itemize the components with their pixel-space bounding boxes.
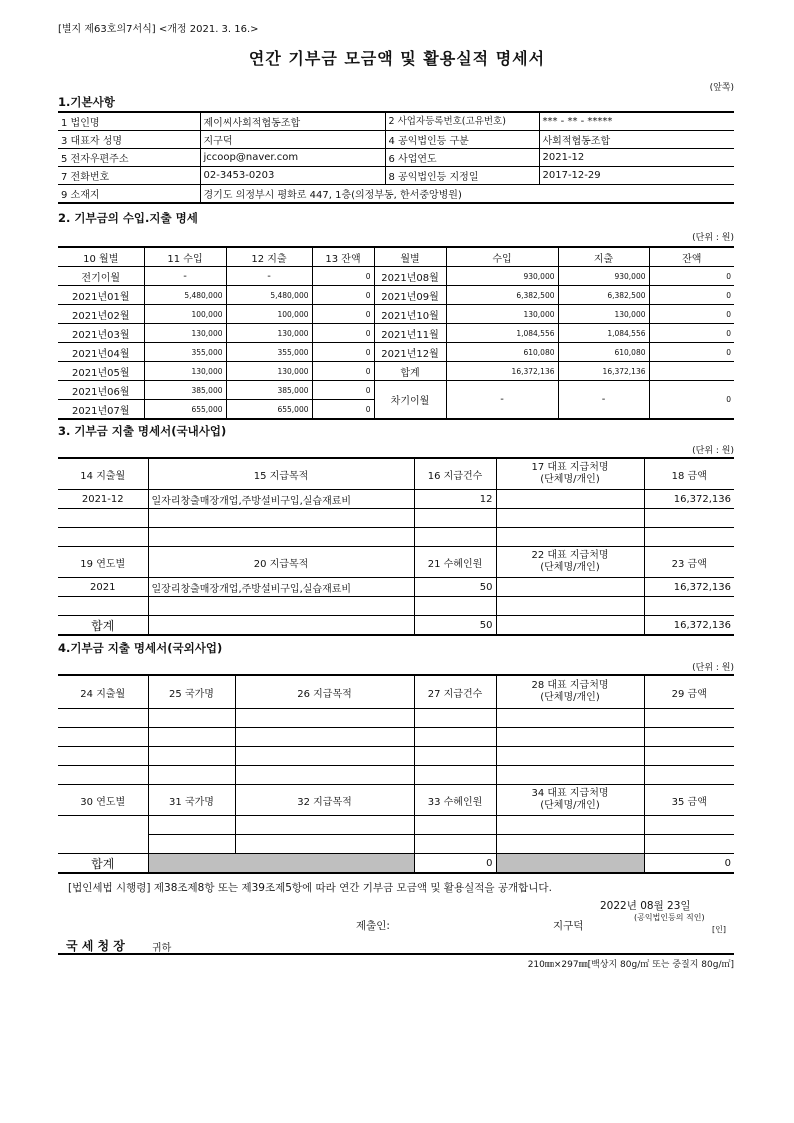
value-corp-name: 제이씨사회적협동조합 [200,112,385,131]
org-seal-note: (공익법인등의 직인) [634,913,705,922]
col-purpose-2: 32 지급목적 [235,785,414,816]
table-row [58,747,734,766]
total-beneficiaries: 50 [414,616,496,636]
purpose-cell: 일자리창출매장개업,주방설비구입,실습재료비 [148,490,414,509]
col-payee-2: 34 대표 지급처명 (단체명/개인) [496,785,644,816]
income-cell: 610,080 [446,343,558,362]
basic-info-row [58,167,734,185]
expense-cell: 930,000 [558,267,649,286]
basic-info-row [58,112,734,131]
balance-cell: 0 [312,286,374,305]
section3-unit: (단위 : 원) [692,446,734,456]
table-header-row [58,458,734,490]
value-address: 경기도 의정부시 평화로 447, 1층(의정부동, 한서중앙병원) [200,185,734,204]
label-business-number: 2 사업자등록번호(고유번호) [385,112,539,131]
submitter-label: 제출인: [356,920,390,932]
table-row [58,324,734,343]
table-row [58,835,734,854]
label-representative: 3 대표자 성명 [58,131,200,149]
table-row [58,709,734,728]
total-income: 16,372,136 [446,362,558,381]
col-expense-2: 지출 [558,247,649,267]
expense-cell: 130,000 [558,305,649,324]
income-cell: 100,000 [144,305,226,324]
month-cell: 2021년05월 [58,362,144,381]
col-amount: 18 금액 [644,458,734,490]
balance-cell: 0 [312,267,374,286]
label-designation-date: 8 공익법인등 지정일 [385,167,539,185]
section2-title: 2. 기부금의 수입.지출 명세 [58,211,198,225]
table-row [58,490,734,509]
table-row [58,267,734,286]
expense-cell: 610,080 [558,343,649,362]
col-balance-2: 잔액 [649,247,734,267]
income-cell: 5,480,000 [144,286,226,305]
month-cell: 2021년07월 [58,400,144,420]
expense-cell: 130,000 [226,324,312,343]
income-cell: 6,382,500 [446,286,558,305]
month-cell: 2021년10월 [374,305,446,324]
income-expense-table [58,246,734,420]
month-cell: 2021년09월 [374,286,446,305]
count-cell: 12 [414,490,496,509]
expense-cell: 100,000 [226,305,312,324]
basic-info-row [58,185,734,204]
label-fiscal-year: 6 사업연도 [385,149,539,167]
expense-cell: 5,480,000 [226,286,312,305]
label-address: 9 소재지 [58,185,200,204]
balance-cell: 0 [312,324,374,343]
overseas-expense-table [58,674,734,874]
month-cell: 2021년03월 [58,324,144,343]
balance-cell: 0 [312,343,374,362]
page-side-note: (앞쪽) [709,83,734,93]
month-cell: 2021년11월 [374,324,446,343]
paper-spec: 210㎜×297㎜[백상지 80g/㎡ 또는 중질지 80g/㎡] [527,960,734,970]
basic-info-row [58,131,734,149]
col-payee-2: 22 대표 지급처명 (단체명/개인) [496,547,644,578]
submission-date: 2022년 08월 23일 [600,900,691,912]
section1-title: 1.기본사항 [58,95,115,109]
total-beneficiaries: 0 [414,854,496,874]
income-cell: 130,000 [446,305,558,324]
expense-cell: 1,084,556 [558,324,649,343]
footer-divider [58,953,734,955]
label-email: 5 전자우편주소 [58,149,200,167]
expense-cell: 385,000 [226,381,312,400]
income-cell: 130,000 [144,362,226,381]
domestic-expense-table [58,457,734,636]
payee-cell [496,578,644,597]
total-label: 합계 [58,854,148,874]
col-payee: 28 대표 지급처명 (단체명/개인) [496,675,644,709]
balance-cell: 0 [312,362,374,381]
value-email: jccoop@naver.com [200,149,385,167]
income-cell: 1,084,556 [446,324,558,343]
expense-cell: 655,000 [226,400,312,420]
carry-expense: - [558,381,649,420]
col-expense-month: 24 지출월 [58,675,148,709]
expense-cell: 355,000 [226,343,312,362]
balance-cell: 0 [649,286,734,305]
value-phone: 02-3453-0203 [200,167,385,185]
col-country-2: 31 국가명 [148,785,235,816]
table-header-row [58,675,734,709]
label-org-type: 4 공익법인등 구분 [385,131,539,149]
col-count: 27 지급건수 [414,675,496,709]
section3-title: 3. 기부금 지출 명세서(국내사업) [58,424,227,438]
basic-info-table [58,111,734,204]
total-label: 합계 [374,362,446,381]
document-title: 연간 기부금 모금액 및 활용실적 명세서 [248,49,546,68]
table-header-row [58,547,734,578]
col-income: 11 수입 [144,247,226,267]
section4-title: 4.기부금 지출 명세서(국외사업) [58,641,223,655]
seal-mark: [인] [712,925,726,934]
shaded-cell [496,854,644,874]
balance-cell: 0 [649,343,734,362]
value-business-number: *** - ** - ***** [539,112,734,131]
purpose-cell: 일장리창출매장개업,주방설비구입,실습재료비 [148,578,414,597]
col-beneficiaries: 21 수혜인원 [414,547,496,578]
income-cell: 385,000 [144,381,226,400]
year-cell: 2021 [58,578,148,597]
recipient: 국 세 청 장 [66,939,125,953]
carry-label: 차기이월 [374,381,446,420]
expense-cell: - [226,267,312,286]
recipient-suffix: 귀하 [152,943,172,954]
month-cell: 2021년12월 [374,343,446,362]
table-row [58,597,734,616]
table-row [58,305,734,324]
expense-cell: 6,382,500 [558,286,649,305]
basic-info-row [58,149,734,167]
value-representative: 지구덕 [200,131,385,149]
label-corp-name: 1 법인명 [58,112,200,131]
total-row [58,616,734,636]
amount-cell: 16,372,136 [644,578,734,597]
total-row [58,854,734,874]
col-amount-2: 35 금액 [644,785,734,816]
balance-cell: 0 [312,381,374,400]
total-label: 합계 [58,616,148,636]
table-header-row [58,247,734,267]
month-cell: 전기이월 [58,267,144,286]
col-income-2: 수입 [446,247,558,267]
law-notice: [법인세법 시행령] 제38조제8항 또는 제39조제5항에 따라 연간 기부금 모금액 및 활용실적을 공개합니다. [68,882,552,894]
income-cell: 655,000 [144,400,226,420]
col-amount-2: 23 금액 [644,547,734,578]
total-balance [649,362,734,381]
total-amount: 0 [644,854,734,874]
col-amount: 29 금액 [644,675,734,709]
col-year: 19 연도별 [58,547,148,578]
income-cell: 130,000 [144,324,226,343]
balance-cell: 0 [312,400,374,420]
table-row [58,509,734,528]
month-cell: 2021년04월 [58,343,144,362]
label-phone: 7 전화번호 [58,167,200,185]
table-row [58,728,734,747]
income-cell: 355,000 [144,343,226,362]
income-cell: 930,000 [446,267,558,286]
expense-cell: 130,000 [226,362,312,381]
balance-cell: 0 [312,305,374,324]
submitter-name: 지구덕 [553,920,584,932]
amount-cell: 16,372,136 [644,490,734,509]
col-month: 10 월별 [58,247,144,267]
carry-balance: 0 [649,381,734,420]
payee-cell [496,490,644,509]
expense-month-cell: 2021-12 [58,490,148,509]
col-purpose: 26 지급목적 [235,675,414,709]
col-purpose: 15 지급목적 [148,458,414,490]
value-org-type: 사회적협동조합 [539,131,734,149]
total-expense: 16,372,136 [558,362,649,381]
month-cell: 2021년01월 [58,286,144,305]
income-cell: - [144,267,226,286]
table-row [58,362,734,381]
month-cell: 2021년02월 [58,305,144,324]
table-row [58,578,734,597]
table-header-row [58,785,734,816]
col-country: 25 국가명 [148,675,235,709]
col-balance: 13 잔액 [312,247,374,267]
col-count: 16 지급건수 [414,458,496,490]
col-year: 30 연도별 [58,785,148,816]
value-fiscal-year: 2021-12 [539,149,734,167]
table-row [58,766,734,785]
section2-unit: (단위 : 원) [692,233,734,243]
table-row [58,343,734,362]
col-payee: 17 대표 지급처명 (단체명/개인) [496,458,644,490]
total-amount: 16,372,136 [644,616,734,636]
month-cell: 2021년06월 [58,381,144,400]
col-expense-month: 14 지출월 [58,458,148,490]
table-row [58,381,734,400]
table-row [58,528,734,547]
beneficiaries-cell: 50 [414,578,496,597]
value-designation-date: 2017-12-29 [539,167,734,185]
carry-income: - [446,381,558,420]
col-month-2: 월별 [374,247,446,267]
col-expense: 12 지출 [226,247,312,267]
table-row [58,816,734,835]
form-number-note: [별지 제63호의7서식] <개정 2021. 3. 16.> [58,24,259,35]
col-purpose-2: 20 지급목적 [148,547,414,578]
section4-unit: (단위 : 원) [692,663,734,673]
balance-cell: 0 [649,305,734,324]
table-row [58,286,734,305]
month-cell: 2021년08월 [374,267,446,286]
balance-cell: 0 [649,324,734,343]
shaded-cell [148,854,414,874]
balance-cell: 0 [649,267,734,286]
col-beneficiaries: 33 수혜인원 [414,785,496,816]
